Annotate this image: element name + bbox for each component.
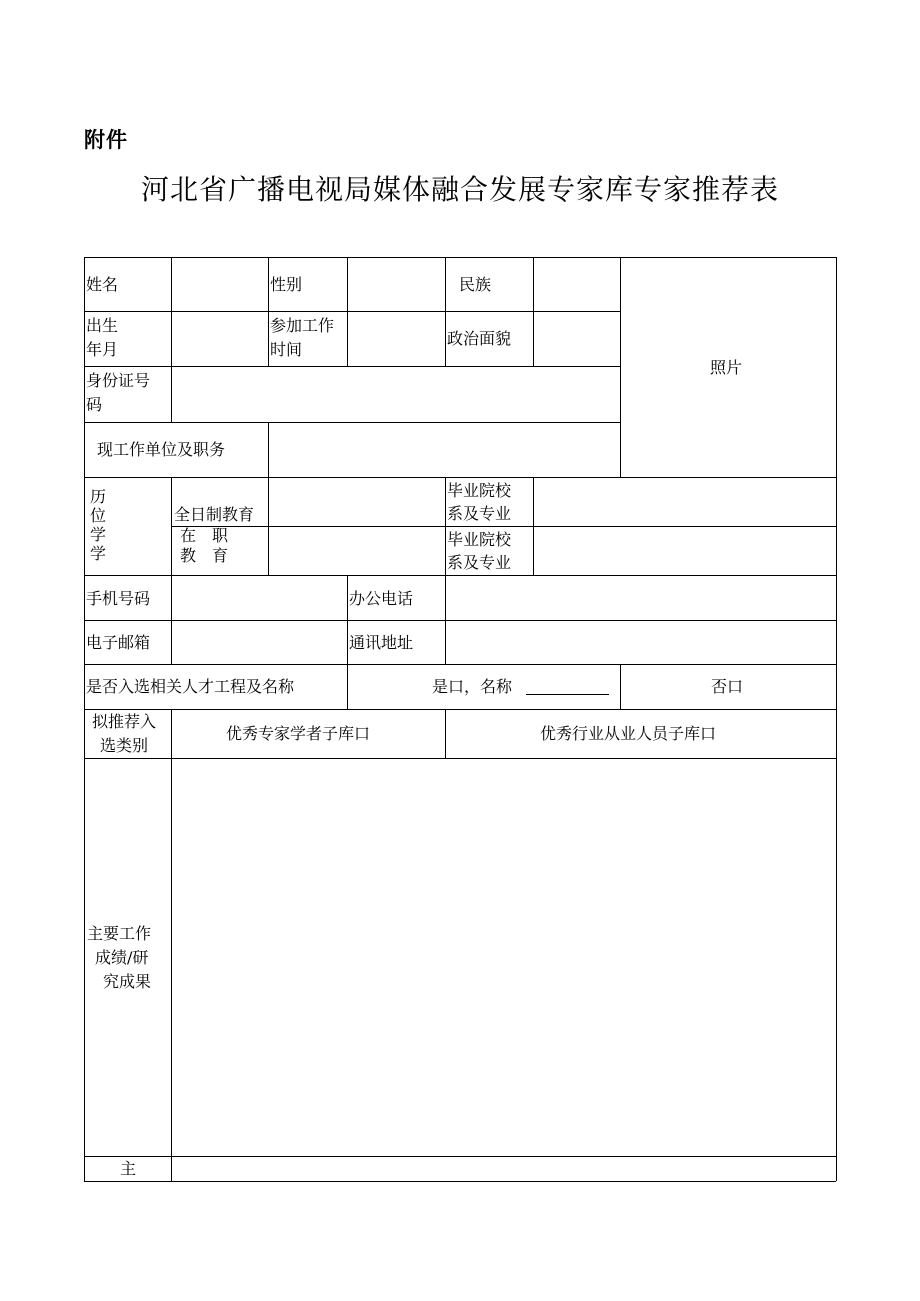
work-start-label-line2: 时间 [270,340,303,359]
grid-line [620,664,621,709]
grid-line [84,664,836,665]
inservice-education-field[interactable] [269,527,444,574]
address-label: 通讯地址 [349,633,414,652]
achievements-field[interactable] [172,759,835,1155]
birth-date-label-line2: 年月 [86,340,119,359]
full-time-education-field[interactable] [269,478,444,525]
name-field[interactable] [172,258,267,310]
school-major-label: 毕业院校 [447,481,512,500]
education-label-char: 学 [90,544,107,563]
education-label-char: 学 [90,525,107,544]
grid-line [347,664,348,709]
program-name-underline [526,694,609,695]
work-start-field[interactable] [348,312,444,365]
id-number-label-line2: 码 [86,395,103,414]
inservice-school-field[interactable] [534,527,835,574]
school-major-label-line2: 系及专业 [447,504,512,523]
school-major-label: 毕业院校 [447,530,512,549]
photo-label: 照片 [710,358,743,377]
ethnicity-label: 民族 [459,275,492,294]
program-name-field[interactable] [526,672,609,694]
grid-line [84,311,171,312]
political-status-label: 政治面貌 [447,329,512,348]
grid-line [268,257,269,366]
ethnicity-field[interactable] [534,258,619,310]
current-unit-field[interactable] [269,423,619,476]
current-unit-label: 现工作单位及职务 [97,440,226,459]
full-time-education-label: 全日制教育 [174,505,255,524]
category-label: 拟推荐入 [92,712,157,731]
gender-field[interactable] [348,258,444,310]
email-field[interactable] [172,621,346,663]
name-label: 姓名 [86,275,119,294]
grid-line [836,257,837,1181]
talent-program-no-option[interactable]: 否口 [711,677,744,696]
attachment-label: 附件 [84,128,128,152]
grid-line [445,477,446,575]
full-time-school-field[interactable] [534,478,835,525]
political-status-field[interactable] [534,312,619,365]
achievements-label: 主要工作 [87,924,152,943]
gender-label: 性别 [270,275,303,294]
mobile-field[interactable] [172,576,346,619]
id-number-label: 身份证号 [86,371,151,390]
birth-date-label: 出生 [86,316,119,335]
school-major-label-line2: 系及专业 [447,553,512,572]
achievements-label-line3: 究成果 [103,972,152,991]
grid-line [84,709,836,710]
form-title: 河北省广播电视局媒体融合发展专家库专家推荐表 [140,173,779,206]
next-row-label: 主 [120,1159,137,1178]
work-start-label: 参加工作 [270,316,335,335]
achievements-label-line2: 成绩/研 [95,948,149,967]
mobile-label: 手机号码 [86,589,151,608]
office-phone-field[interactable] [446,576,835,619]
birth-date-field[interactable] [172,312,267,365]
talent-program-yes-option[interactable]: 是口，名称 [432,677,513,696]
education-label-char: 位 [90,506,107,525]
grid-line [445,709,446,758]
talent-program-label: 是否入选相关人才工程及名称 [86,677,295,696]
address-field[interactable] [446,621,835,663]
grid-line [84,1181,836,1182]
grid-line [445,257,446,366]
next-row-field[interactable] [172,1157,835,1180]
category-industry-option[interactable]: 优秀行业从业人员子库口 [540,724,717,743]
grid-line [347,575,348,664]
category-label-line2: 选类别 [100,736,149,755]
education-label-char: 历 [90,487,107,506]
email-label: 电子邮箱 [86,633,151,652]
grid-line [171,477,172,575]
id-number-field[interactable] [172,367,619,421]
photo-field[interactable] [621,258,835,476]
inservice-education-label-line2: 教 育 [180,546,229,565]
category-expert-option[interactable]: 优秀专家学者子库口 [226,724,371,743]
office-phone-label: 办公电话 [349,589,414,608]
grid-line [84,257,85,1181]
inservice-education-label: 在 职 [180,526,229,545]
